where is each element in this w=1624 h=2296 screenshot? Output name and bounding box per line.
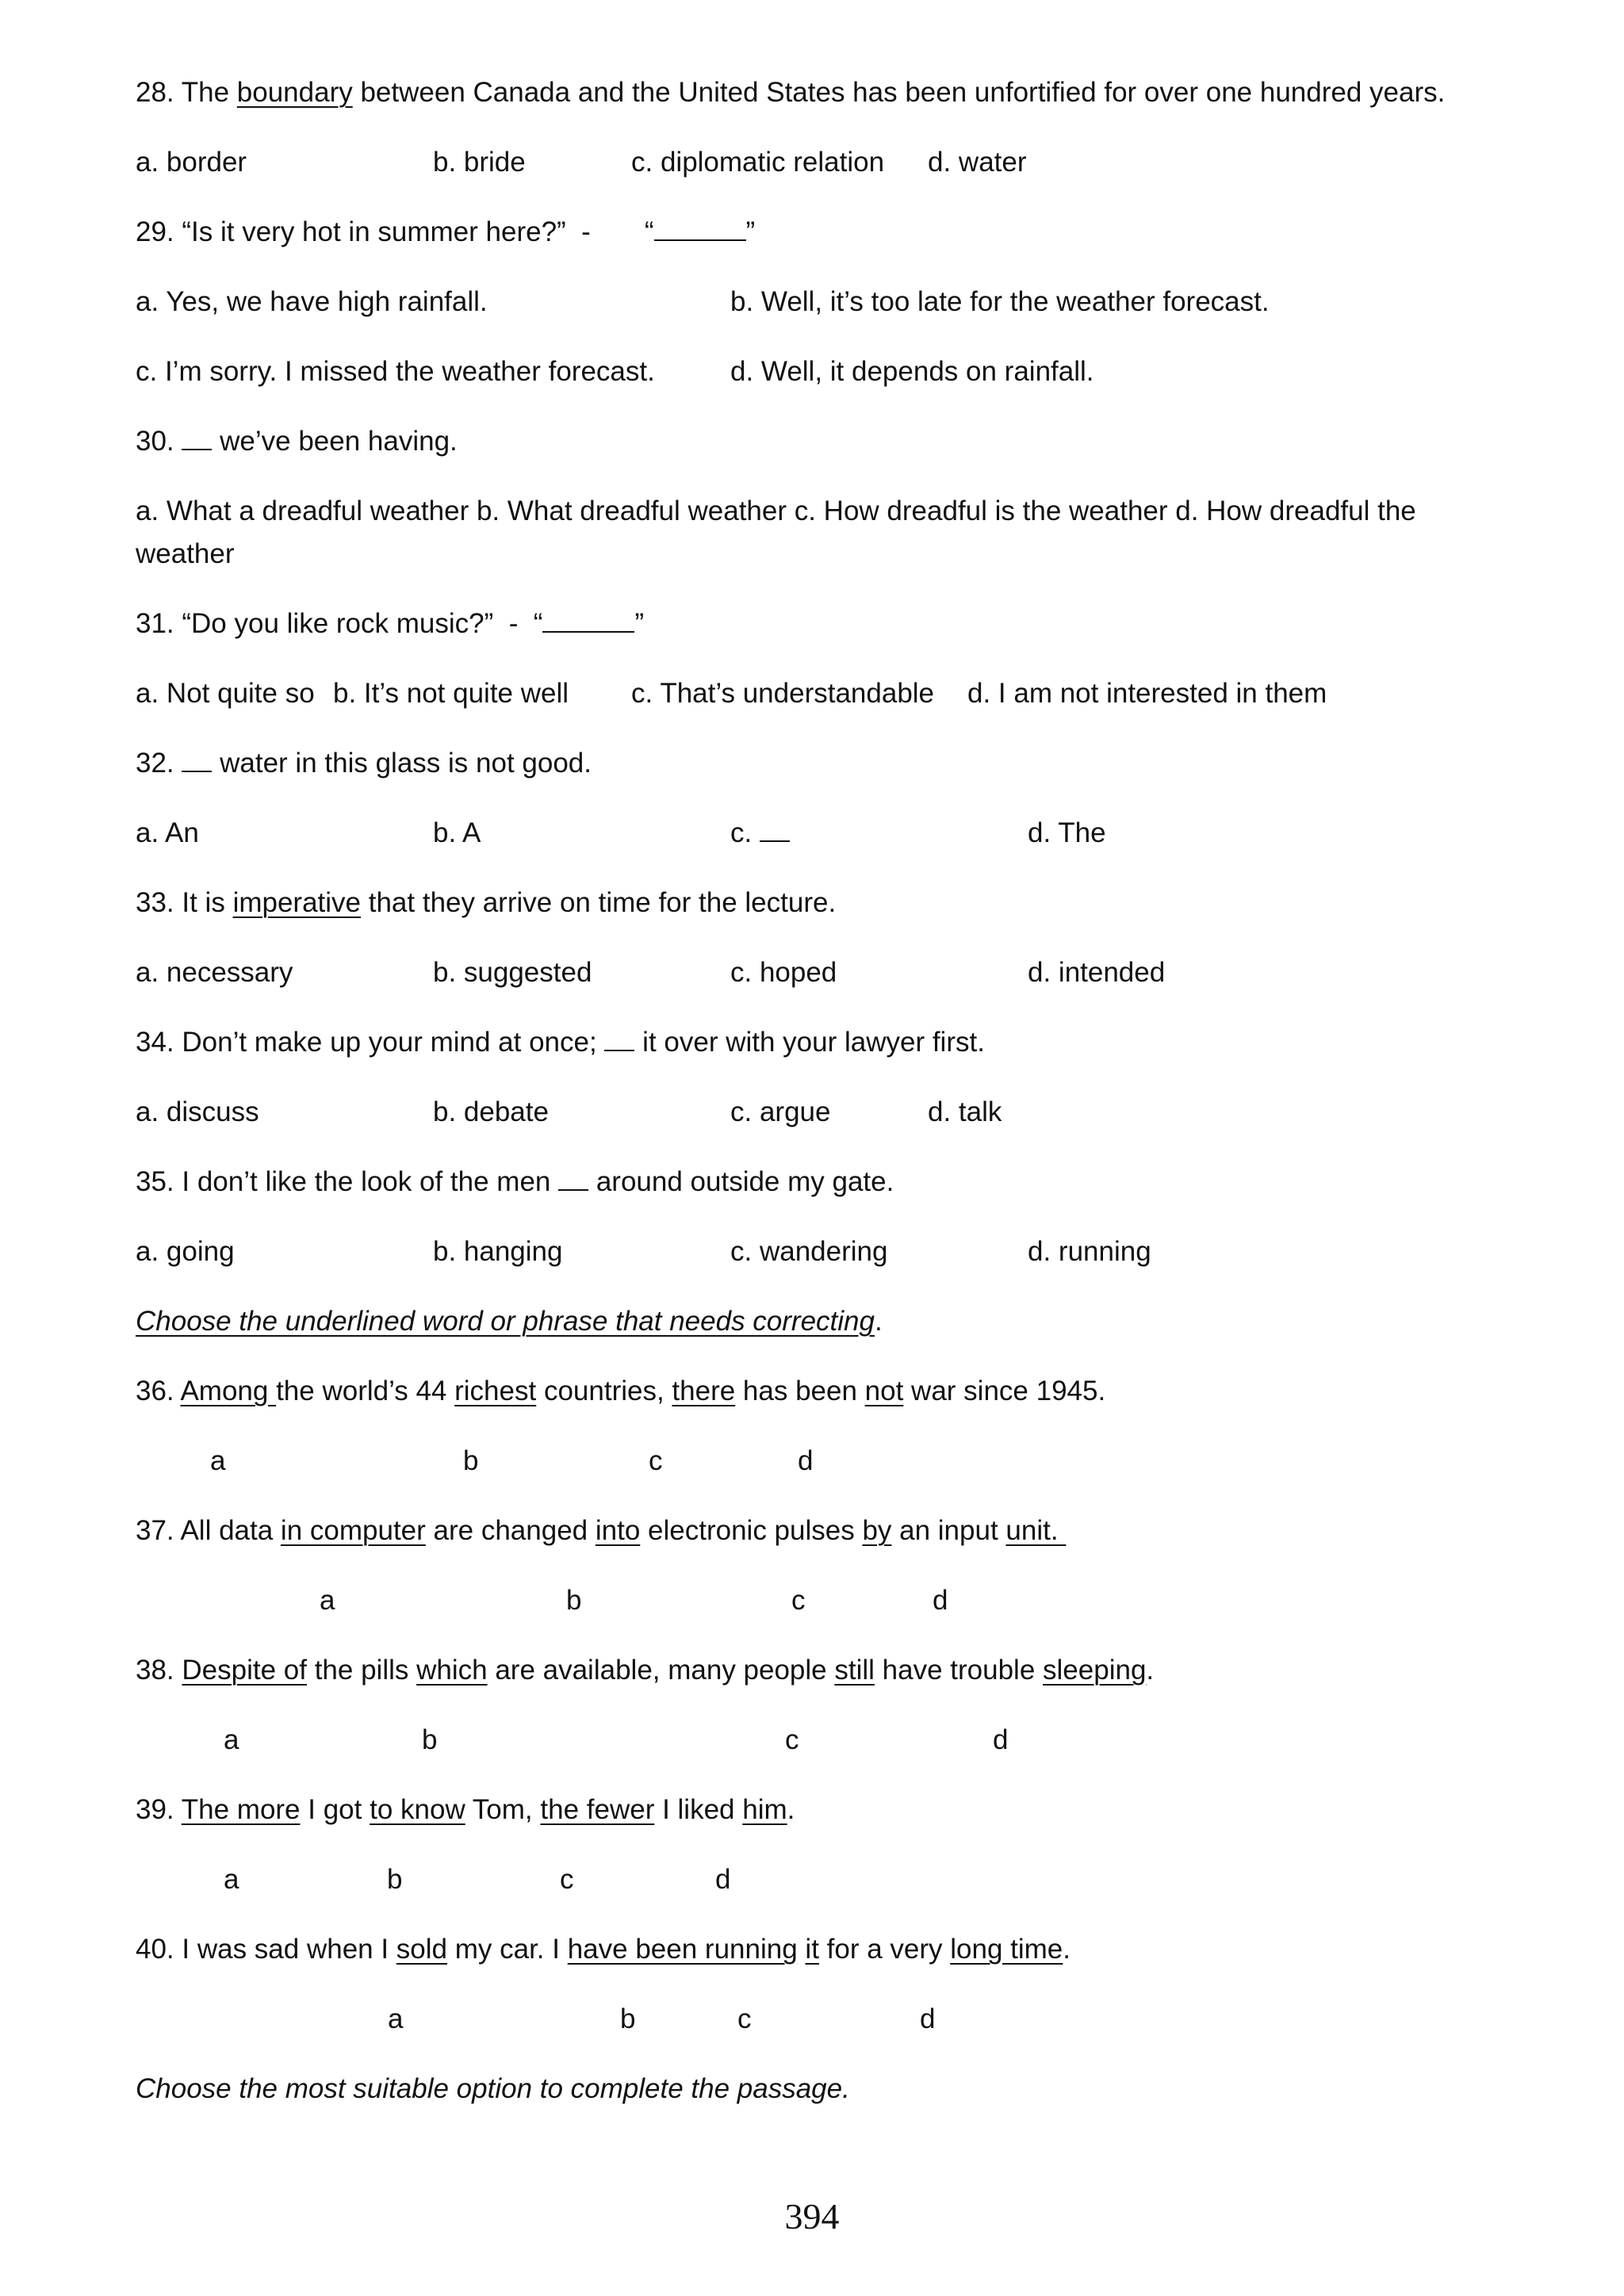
- letter-d: d: [920, 2003, 936, 2034]
- underlined-part-b: which: [416, 1655, 488, 1686]
- question-text: have trouble: [874, 1655, 1044, 1686]
- question-text: 33. It is: [136, 887, 233, 918]
- question-36: [136, 1370, 1105, 1413]
- question-text: 36.: [136, 1376, 181, 1406]
- question-text: .: [1063, 1934, 1071, 1965]
- question-text: the pills: [306, 1655, 417, 1686]
- option-d: d. I am not interested in them: [967, 678, 1327, 709]
- letter-b: b: [620, 2003, 636, 2034]
- answer-blank: [182, 744, 212, 772]
- answer-blank: [558, 1162, 588, 1191]
- question-text: 39.: [136, 1794, 182, 1825]
- underlined-part-a: Despite of: [182, 1655, 307, 1686]
- letter-d: d: [715, 1864, 731, 1895]
- question-30: [136, 420, 458, 463]
- question-text: 29. “Is it very hot in summer here?” - “: [136, 216, 654, 247]
- question-text: an input: [891, 1515, 1006, 1546]
- question-text: water in this glass is not good.: [212, 748, 592, 779]
- question-text: 28. The: [136, 77, 237, 108]
- question-text: [798, 1934, 806, 1965]
- underlined-part-a: Among: [180, 1376, 277, 1406]
- option-a: a. Yes, we have high rainfall.: [136, 286, 488, 317]
- letter-b: b: [566, 1585, 582, 1616]
- question-32: [136, 742, 592, 785]
- option-c: c. wandering: [730, 1236, 888, 1267]
- section-instruction: [136, 1300, 883, 1343]
- question-text: Tom,: [465, 1794, 541, 1825]
- underlined-part-a: in computer: [280, 1515, 426, 1546]
- letter-a: a: [320, 1585, 335, 1616]
- option-a: a. An: [136, 817, 199, 848]
- question-39: [136, 1789, 795, 1831]
- question-text: 37. All data: [136, 1515, 281, 1546]
- instruction-period: .: [874, 1306, 883, 1337]
- section-instruction-passage: Choose the most suitable option to complete the passage.: [136, 2073, 850, 2104]
- option-b: b. hanging: [433, 1236, 563, 1267]
- option-c: c. I’m sorry. I missed the weather forecast.: [136, 356, 655, 387]
- option-a: a. going: [136, 1236, 235, 1267]
- option-d: d. water: [928, 147, 1027, 178]
- option-a: a. Not quite so: [136, 678, 315, 709]
- question-text: that they arrive on time for the lecture.: [361, 887, 837, 918]
- underlined-part-d: not: [864, 1376, 904, 1406]
- underlined-part-c: still: [834, 1655, 875, 1686]
- option-c: c. argue: [730, 1096, 831, 1127]
- option-label: c.: [730, 817, 760, 848]
- question-text: electronic pulses: [640, 1515, 863, 1546]
- option-c: c. hoped: [730, 957, 837, 988]
- underlined-part-b: into: [595, 1515, 641, 1546]
- letter-b: b: [387, 1864, 403, 1895]
- question-text: are changed: [425, 1515, 596, 1546]
- letter-b: b: [463, 1445, 479, 1476]
- option-a: a. border: [136, 147, 247, 178]
- letter-c: c: [785, 1724, 799, 1755]
- question-text: war since 1945.: [903, 1376, 1106, 1406]
- underlined-part-d: unit.: [1005, 1515, 1067, 1546]
- question-text: my car. I: [447, 1934, 568, 1965]
- question-34: [136, 1021, 985, 1064]
- underlined-part-c: there: [672, 1376, 736, 1406]
- instruction-text: Choose the underlined word or phrase that needs correcting: [136, 1306, 875, 1337]
- question-text: 30.: [136, 426, 182, 457]
- option-c: c. That’s understandable: [631, 678, 935, 709]
- underlined-part-c: it: [805, 1934, 819, 1965]
- question-text: we’ve been having.: [212, 426, 458, 457]
- letter-c: c: [560, 1864, 574, 1895]
- underlined-word: imperative: [232, 887, 362, 918]
- answer-blank: [654, 212, 746, 241]
- letter-c: c: [649, 1445, 663, 1476]
- option-b: b. A: [433, 817, 481, 848]
- question-text: has been: [735, 1376, 865, 1406]
- underlined-part-d: him: [742, 1794, 787, 1825]
- question-text: around outside my gate.: [588, 1166, 894, 1197]
- underlined-part-d: long time: [950, 1934, 1063, 1965]
- letter-d: d: [993, 1724, 1009, 1755]
- option-d: d. intended: [1028, 957, 1166, 988]
- question-text: for a very: [818, 1934, 951, 1965]
- option-d: d. Well, it depends on rainfall.: [730, 356, 1094, 387]
- question-text: ”: [634, 608, 645, 639]
- underlined-part-b: to know: [370, 1794, 465, 1825]
- letter-c: c: [791, 1585, 806, 1616]
- option-b: b. It’s not quite well: [333, 678, 569, 709]
- answer-blank: [542, 604, 634, 633]
- question-29: [136, 211, 755, 254]
- underlined-part-a: The more: [181, 1794, 301, 1825]
- option-d: d. running: [1028, 1236, 1151, 1267]
- question-text: it over with your lawyer first.: [634, 1027, 985, 1058]
- underlined-word: boundary: [236, 77, 353, 108]
- underlined-part-b: have been running: [567, 1934, 798, 1965]
- option-b: b. suggested: [433, 957, 592, 988]
- question-35: [136, 1161, 894, 1203]
- options-30: a. What a dreadful weather b. What dreadful weather c. How dreadful is the weather d. How dreadful the weather: [136, 496, 1416, 569]
- question-text: the world’s 44: [276, 1376, 455, 1406]
- question-text: .: [787, 1794, 795, 1825]
- option-a: a. discuss: [136, 1096, 259, 1127]
- question-text: 35. I don’t like the look of the men: [136, 1166, 559, 1197]
- letter-d: d: [798, 1445, 814, 1476]
- question-text: 32.: [136, 748, 182, 779]
- option-c: [730, 812, 790, 855]
- option-b: b. Well, it’s too late for the weather forecast.: [730, 286, 1270, 317]
- option-d: d. talk: [928, 1096, 1002, 1127]
- question-text: 38.: [136, 1655, 182, 1686]
- option-d: d. The: [1028, 817, 1106, 848]
- letter-d: d: [933, 1585, 948, 1616]
- page-number: 394: [784, 2196, 840, 2237]
- underlined-part-b: richest: [454, 1376, 537, 1406]
- letter-a: a: [224, 1864, 239, 1895]
- question-text: are available, many people: [487, 1655, 835, 1686]
- underlined-part-c: by: [862, 1515, 892, 1546]
- question-text: .: [1146, 1655, 1155, 1686]
- option-a: a. necessary: [136, 957, 293, 988]
- answer-blank: [182, 422, 212, 450]
- letter-b: b: [422, 1724, 438, 1755]
- question-text: 40. I was sad when I: [136, 1934, 396, 1965]
- letter-a: a: [210, 1445, 226, 1476]
- underlined-part-a: sold: [396, 1934, 448, 1965]
- question-text: 34. Don’t make up your mind at once;: [136, 1027, 605, 1058]
- question-28: [136, 71, 1445, 114]
- letter-a: a: [388, 2003, 404, 2034]
- underlined-part-c: the fewer: [540, 1794, 655, 1825]
- question-text: between Canada and the United States has been unfortified for over one hundred years.: [352, 77, 1446, 108]
- question-40: [136, 1928, 1071, 1971]
- answer-blank: [604, 1023, 634, 1051]
- question-text: countries,: [536, 1376, 672, 1406]
- question-text: 31. “Do you like rock music?” - “: [136, 608, 543, 639]
- question-33: [136, 882, 836, 924]
- question-text: ”: [745, 216, 756, 247]
- underlined-part-d: sleeping: [1043, 1655, 1147, 1686]
- option-c: c. diplomatic relation: [631, 147, 885, 178]
- letter-c: c: [737, 2003, 752, 2034]
- question-38: [136, 1649, 1154, 1692]
- question-31: [136, 603, 644, 645]
- question-37: [136, 1510, 1066, 1552]
- option-b: b. debate: [433, 1096, 549, 1127]
- option-b: b. bride: [433, 147, 526, 178]
- answer-blank: [760, 813, 790, 842]
- question-text: I liked: [654, 1794, 743, 1825]
- question-text: I got: [300, 1794, 370, 1825]
- letter-a: a: [224, 1724, 239, 1755]
